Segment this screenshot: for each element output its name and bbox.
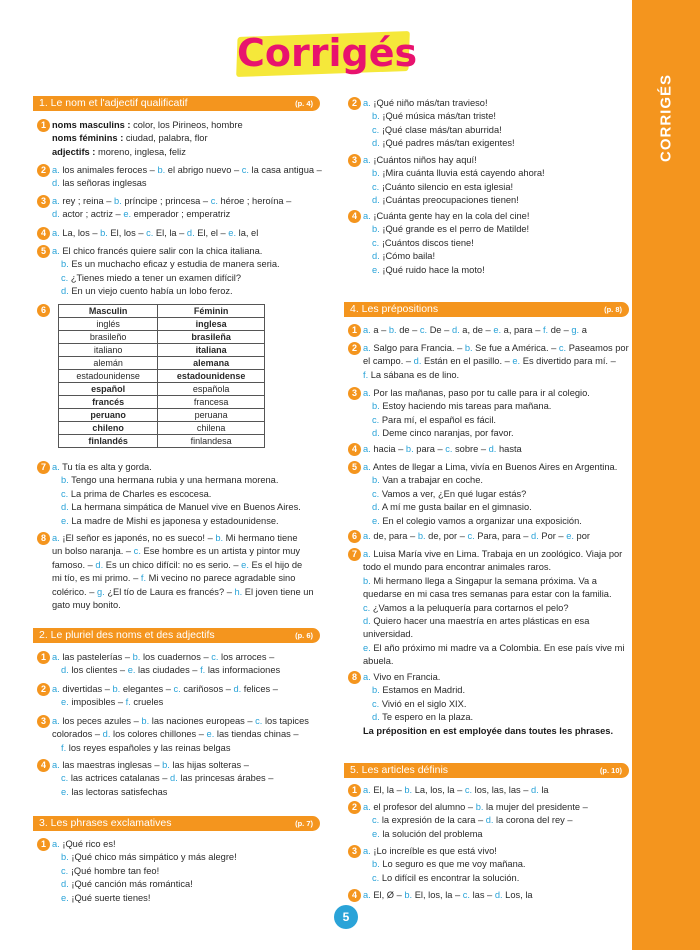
line: c. Para mí, el español es fácil. [372, 414, 497, 425]
line: d. La hermana simpática de Manuel vive en Buenos Aires. [61, 502, 301, 513]
line: a. divertidas – b. elegantes – c. cariñosos – d. felices – [52, 684, 278, 694]
table-header-row [59, 305, 265, 318]
line: a. Luisa María vive en Lima. Trabaja en un zoológico. Viaja por [363, 549, 623, 559]
exercise-number: 5 [37, 245, 50, 258]
exercise-number: 4 [348, 889, 361, 902]
nationality-table [58, 304, 265, 448]
exercise-lines [52, 119, 243, 159]
exercise-number: 1 [37, 838, 50, 851]
line: b. Tengo una hermana rubia y una hermana morena. [61, 475, 279, 486]
line: c. Lo difícil es encontrar la solución. [372, 872, 520, 883]
exercise-lines [363, 548, 624, 669]
exercise-number: 2 [348, 342, 361, 355]
side-tab [632, 0, 700, 950]
line: abuela. [363, 656, 394, 667]
line: d. Deme cinco naranjas, por favor. [372, 428, 514, 439]
exercise-lines [363, 443, 522, 456]
line: a. ¡Cuánta gente hay en la cola del cine! [363, 211, 530, 221]
section-page-ref: (p. 8) [604, 305, 622, 314]
section-title: 1. Le nom et l'adjectif qualificatif [39, 97, 188, 109]
page-title: Corrigés [237, 31, 418, 75]
line: noms masculins : color, los Pirineos, hombre [52, 120, 243, 130]
exercise-number: 3 [37, 715, 50, 728]
section-title: 2. Le pluriel des noms et des adjectifs [39, 629, 215, 641]
exercise-number: 8 [37, 532, 50, 545]
line: d. ¡Cómo baila! [372, 251, 436, 262]
exercise-lines [363, 387, 590, 441]
section-page-ref: (p. 6) [295, 631, 313, 640]
line: noms féminins : ciudad, palabra, flor [52, 133, 208, 144]
exercise-number: 4 [348, 210, 361, 223]
line: b. Estoy haciendo mis tareas para mañana. [372, 401, 552, 412]
exercise-number: 7 [348, 548, 361, 561]
line: b. Van a trabajar en coche. [372, 475, 483, 486]
section-header-3 [33, 816, 320, 831]
line: a. ¡Lo increíble es que está vivo! [363, 846, 497, 856]
line: a. Antes de llegar a Lima, vivía en Buenos Aires en Argentina. [363, 462, 618, 472]
line: b. Lo seguro es que me voy mañana. [372, 859, 526, 870]
line: a. ¡El señor es japonés, no es sueco! – b. Mi hermano tiene [52, 533, 298, 543]
exercise-number: 2 [348, 97, 361, 110]
section-page-ref: (p. 10) [599, 766, 622, 775]
exercise-number: 6 [348, 530, 361, 543]
line: d. Quiero hacer una maestría en artes plásticas en esa [363, 616, 590, 627]
exercise-number: 1 [348, 324, 361, 337]
line: a. de, para – b. de, por – c. Para, para – d. Por – e. por [363, 531, 590, 541]
line: c. ¿Tienes miedo a tener un examen difícil? [61, 272, 242, 283]
column-header: Masculin [59, 305, 158, 318]
exercise-lines [363, 210, 529, 277]
line: e. ¡Qué ruido hace la moto! [372, 264, 485, 275]
line: c. Vivió en el siglo XIX. [372, 698, 467, 709]
exercise-lines [52, 651, 280, 678]
exercise-number: 5 [348, 461, 361, 474]
exercise-number: 4 [37, 227, 50, 240]
line: d. las señoras inglesas [52, 178, 147, 189]
line: c. las actrices catalanas – d. las princesas árabes – [61, 773, 274, 784]
exercise-number: 3 [348, 845, 361, 858]
section-title: 4. Les prépositions [350, 303, 439, 315]
line: b. Mi hermano llega a Singapur la semana próxima. Va a [363, 575, 597, 586]
line: c. ¡Cuánto silencio en esta iglesia! [372, 181, 514, 192]
section-title: 3. Les phrases exclamatives [39, 817, 172, 829]
exercise-lines [363, 530, 590, 543]
line: mi tío, es mi primo. – f. Mi vecino no parece agradable sino [52, 573, 296, 584]
side-tab-label: CORRIGÉS [657, 73, 675, 163]
line: d. ¡Qué padres más/tan exigentes! [372, 138, 515, 149]
line: a. El, la – b. La, los, la – c. los, las, las – d. la [363, 785, 549, 795]
line: a. ¡Cuántos niños hay aquí! [363, 155, 477, 165]
line: e. En el colegio vamos a organizar una exposición. [372, 515, 582, 526]
line: a. las pastelerías – b. los cuadernos – c. los arroces – [52, 652, 275, 662]
exercise-lines [363, 461, 617, 528]
line: el campo. – d. Están en el pasillo. – e. Es divertido para mí. – [363, 356, 616, 367]
exercise-number: 1 [348, 784, 361, 797]
line: a. los animales feroces – b. el abrigo nuevo – c. la casa antigua – [52, 165, 322, 175]
line: b. ¡Qué grande es el perro de Matilde! [372, 224, 530, 235]
line: c. La prima de Charles es escocesa. [61, 488, 212, 499]
table-row: estadounidense estadounidense [59, 370, 265, 383]
exercise-lines [52, 245, 280, 299]
line: c. ¡Qué clase más/tan aburrida! [372, 124, 502, 135]
exercise-lines [363, 342, 629, 382]
line: d. ¡Cuántas preocupaciones tienen! [372, 195, 519, 206]
section-header-2 [33, 628, 320, 643]
exercise-number: 2 [37, 683, 50, 696]
exercise-lines [363, 324, 587, 337]
line: d. ¡Qué canción más romántica! [61, 879, 193, 890]
table-row: alemán alemana [59, 357, 265, 370]
line: a. La, los – b. El, los – c. El, la – d. El, el – e. la, el [52, 228, 259, 238]
exercise-number: 1 [37, 119, 50, 132]
column-header: Féminin [158, 305, 265, 318]
exercise-lines [363, 801, 588, 841]
line: c. ¡Qué hombre tan feo! [61, 865, 160, 876]
line: c. Vamos a ver, ¿En qué lugar estás? [372, 488, 527, 499]
line: a. El, Ø – b. El, los, la – c. las – d. Los, la [363, 890, 533, 900]
exercise-number: 3 [348, 387, 361, 400]
exercise-number: 8 [348, 671, 361, 684]
section-header-4 [344, 302, 629, 317]
exercise-number: 7 [37, 461, 50, 474]
table-row: italiano italiana [59, 344, 265, 357]
line: adjectifs : moreno, inglesa, feliz [52, 146, 186, 157]
exercise-lines [363, 671, 613, 738]
section-page-ref: (p. 7) [295, 819, 313, 828]
exercise-note: La préposition en est employée dans toutes les phrases. [363, 725, 614, 736]
line: a. El chico francés quiere salir con la chica italiana. [52, 246, 263, 256]
line: a. ¡Qué rico es! [52, 839, 116, 849]
line: colorados – d. los colores chillones – e. las tiendas chinas – [52, 729, 299, 740]
exercise-lines [52, 683, 278, 710]
line: c. ¿Vamos a la peluquería para cortarnos el pelo? [363, 602, 569, 613]
table-row: español española [59, 383, 265, 396]
line: e. La madre de Mishi es japonesa y estadounidense. [61, 515, 279, 526]
page-title-block [237, 28, 418, 78]
line: a. las maestras inglesas – b. las hijas solteras – [52, 760, 249, 770]
line: e. la solución del problema [372, 828, 483, 839]
section-header-5 [344, 763, 629, 778]
table-row: francés francesa [59, 396, 265, 409]
exercise-lines [52, 227, 258, 240]
line: universidad. [363, 629, 414, 640]
exercise-lines [363, 889, 533, 902]
page-number: 5 [334, 905, 358, 929]
section-page-ref: (p. 4) [295, 99, 313, 108]
line: b. ¡Mira cuánta lluvia está cayendo ahora! [372, 168, 545, 179]
exercise-number: 3 [37, 195, 50, 208]
line: a. Vivo en Francia. [363, 672, 441, 682]
exercise-lines [52, 532, 314, 612]
line: c. ¡Cuántos discos tiene! [372, 237, 474, 248]
table-row: inglés inglesa [59, 318, 265, 331]
line: d. En un viejo cuento había un lobo feroz. [61, 286, 233, 297]
exercise-number: 1 [37, 651, 50, 664]
line: famoso. – d. Es un chico difícil: no es serio. – e. Es el hijo de [52, 559, 303, 570]
line: d. A mí me gusta bailar en el gimnasio. [372, 502, 532, 513]
line: gato muy bonito. [52, 600, 121, 611]
line: f. La sábana es de lino. [363, 369, 460, 380]
exercise-lines [52, 461, 301, 528]
table-row: chileno chilena [59, 422, 265, 435]
table-row: brasileño brasileña [59, 331, 265, 344]
exercise-lines [363, 97, 515, 151]
line: a. el profesor del alumno – b. la mujer del presidente – [363, 802, 588, 812]
exercise-lines [52, 759, 273, 799]
exercise-number: 4 [37, 759, 50, 772]
line: d. Te espero en la plaza. [372, 712, 474, 723]
line: a. rey ; reina – b. príncipe ; princesa – c. héroe ; heroína – [52, 196, 292, 206]
exercise-number: 6 [37, 304, 50, 317]
exercise-number: 2 [348, 801, 361, 814]
exercise-number: 2 [37, 164, 50, 177]
exercise-lines [52, 195, 291, 222]
exercise-number: 3 [348, 154, 361, 167]
exercise-lines [363, 154, 545, 208]
line: a. hacia – b. para – c. sobre – d. hasta [363, 444, 522, 454]
line: b. ¡Qué chico más simpático y más alegre! [61, 852, 237, 863]
line: b. Es un muchacho eficaz y estudia de manera seria. [61, 259, 280, 270]
line: d. los clientes – e. las ciudades – f. las informaciones [61, 665, 281, 676]
line: e. las lectoras satisfechas [61, 786, 168, 797]
line: d. actor ; actriz – e. emperador ; emperatriz [52, 209, 231, 220]
line: a. Salgo para Francia. – b. Se fue a América. – c. Paseamos por [363, 343, 629, 353]
line: e. El año próximo mi madre va a Colombia. En ese país vive mi [363, 642, 625, 653]
line: a. los peces azules – b. las naciones europeas – c. los tapices [52, 716, 309, 726]
exercise-lines [363, 784, 549, 797]
line: c. la expresión de la cara – d. la corona del rey – [372, 815, 573, 826]
table-row: finlandés finlandesa [59, 435, 265, 448]
line: a. ¡Qué niño más/tan travieso! [363, 98, 488, 108]
line: a. Tu tía es alta y gorda. [52, 462, 152, 472]
line: e. imposibles – f. crueles [61, 697, 164, 708]
line: b. Estamos en Madrid. [372, 685, 466, 696]
exercise-number: 4 [348, 443, 361, 456]
exercise-lines [52, 715, 309, 755]
line: colérico. – g. ¿El tío de Laura es francés? – h. El joven tiene un [52, 586, 314, 597]
section-title: 5. Les articles définis [350, 764, 449, 776]
line: quedarse en mi casa tres semanas para estar con la familia. [363, 589, 612, 600]
line: a. a – b. de – c. De – d. a, de – e. a, para – f. de – g. a [363, 325, 587, 335]
line: a. Por las mañanas, paso por tu calle para ir al colegio. [363, 388, 590, 398]
exercise-lines [52, 838, 237, 905]
line: un bolso naranja. – c. Ese hombre es un artista y pintor muy [52, 546, 301, 557]
line: todo el mundo para encontrar animales raros. [363, 562, 552, 573]
section-header-1 [33, 96, 320, 111]
line: b. ¡Qué música más/tan triste! [372, 111, 497, 122]
exercise-lines [52, 164, 322, 191]
line: e. ¡Qué suerte tienes! [61, 892, 151, 903]
table-row: peruano peruana [59, 409, 265, 422]
exercise-lines [363, 845, 526, 885]
line: f. los reyes españoles y las reinas belgas [61, 742, 231, 753]
